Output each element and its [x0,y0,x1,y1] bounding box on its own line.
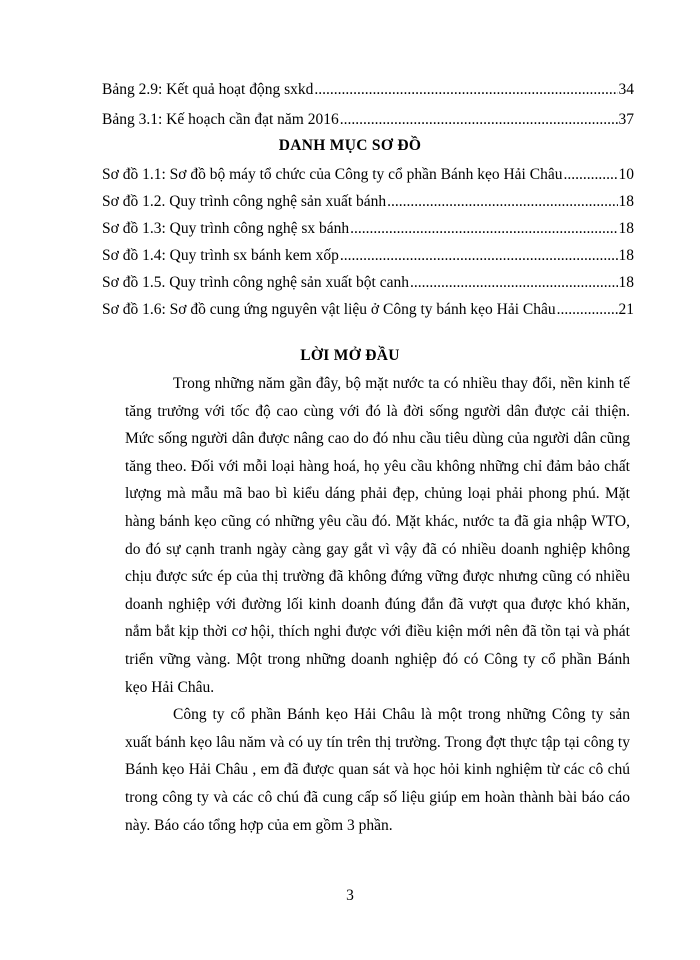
toc-leader [314,80,617,100]
toc-entry-page: 37 [618,111,634,128]
diagrams-heading: DANH MỤC SƠ ĐỒ [278,137,422,154]
toc-entry [102,80,634,100]
toc-entry-page: 18 [618,274,634,291]
toc-leader [340,246,618,266]
page-number: 3 [346,887,354,904]
toc-leader [557,300,618,320]
toc-entry-page: 21 [618,301,634,318]
toc-entry [102,110,634,130]
toc-entry-page: 34 [618,81,634,98]
intro-body [125,370,630,839]
toc-leader [387,192,617,212]
toc-entry-label: Sơ đồ 1.4: Quy trình sx bánh kem xốp [102,247,339,264]
toc-entry [102,165,634,185]
toc-entry-page: 18 [618,220,634,237]
toc-entry-label: Sơ đồ 1.6: Sơ đồ cung ứng nguyên vật liệu ở Công ty bánh kẹo Hải Châu [102,301,556,318]
toc-entry-label: Sơ đồ 1.2. Quy trình công nghệ sản xuất bánh [102,193,387,210]
intro-heading: LỜI MỞ ĐẦU [300,347,400,364]
toc-entry-label: Sơ đồ 1.5. Quy trình công nghệ sản xuất bột canh [102,274,409,291]
toc-entry [102,192,634,212]
toc-entry [102,219,634,239]
paragraph: Trong những năm gần đây, bộ mặt nước ta có nhiều thay đổi, nền kinh tế tăng trưởng với tốc độ cao cùng với đó là đời sống người dân được cải thiện. Mức sống người dân được nâng cao do đó nhu cầu tiêu dùng của người dân cũng tăng theo. Đối với mỗi loại hàng hoá, họ yêu cầu không những chỉ đảm bảo chất lượng mà mẫu mã bao bì kiểu dáng phải đẹp, chủng loại phải phong phú. Mặt hàng bánh kẹo cũng có những yêu cầu đó. Mặt khác, nước ta đã gia nhập WTO, do đó sự cạnh tranh ngày càng gay gắt vì vậy đã có nhiều doanh nghiệp không chịu được sức ép của thị trường đã không đứng vững được nhưng cũng có nhiều doanh nghiệp với đường lối kinh doanh đúng đắn đã vượt qua được khó khăn, nắm bắt kịp thời cơ hội, thích nghi được với điều kiện mới nên đã tồn tại và phát triển vững vàng. Một trong những doanh nghiệp đó có Công ty cổ phần Bánh kẹo Hải Châu. [125,375,630,696]
toc-entry-label: Sơ đồ 1.1: Sơ đồ bộ máy tổ chức của Công ty cổ phần Bánh kẹo Hải Châu [102,166,563,183]
toc-leader [340,110,618,130]
toc-entry-page: 10 [618,166,634,183]
toc-entry-label: Sơ đồ 1.3: Quy trình công nghệ sx bánh [102,220,350,237]
toc-leader [350,219,617,239]
toc-entry-label: Bảng 2.9: Kết quả hoạt động sxkd [102,81,314,98]
toc-entry-label: Bảng 3.1: Kế hoạch cần đạt năm 2016 [102,111,339,128]
toc-leader [563,165,617,185]
toc-entry-page: 18 [618,247,634,264]
toc-entry-page: 18 [618,193,634,210]
paragraph: Công ty cổ phần Bánh kẹo Hải Châu là một trong những Công ty sản xuất bánh kẹo lâu năm và có uy tín trên thị trường. Trong đợt thực tập tại công ty Bánh kẹo Hải Châu , em đã được quan sát và học hỏi kinh nghiệm từ các cô chú trong công ty và các cô chú đã cung cấp số liệu giúp em hoàn thành bài báo cáo này. Báo cáo tổng hợp của em gồm 3 phần. [125,706,630,834]
toc-leader [410,273,618,293]
toc-entry [102,273,634,293]
toc-entry [102,246,634,266]
toc-entry [102,300,634,320]
